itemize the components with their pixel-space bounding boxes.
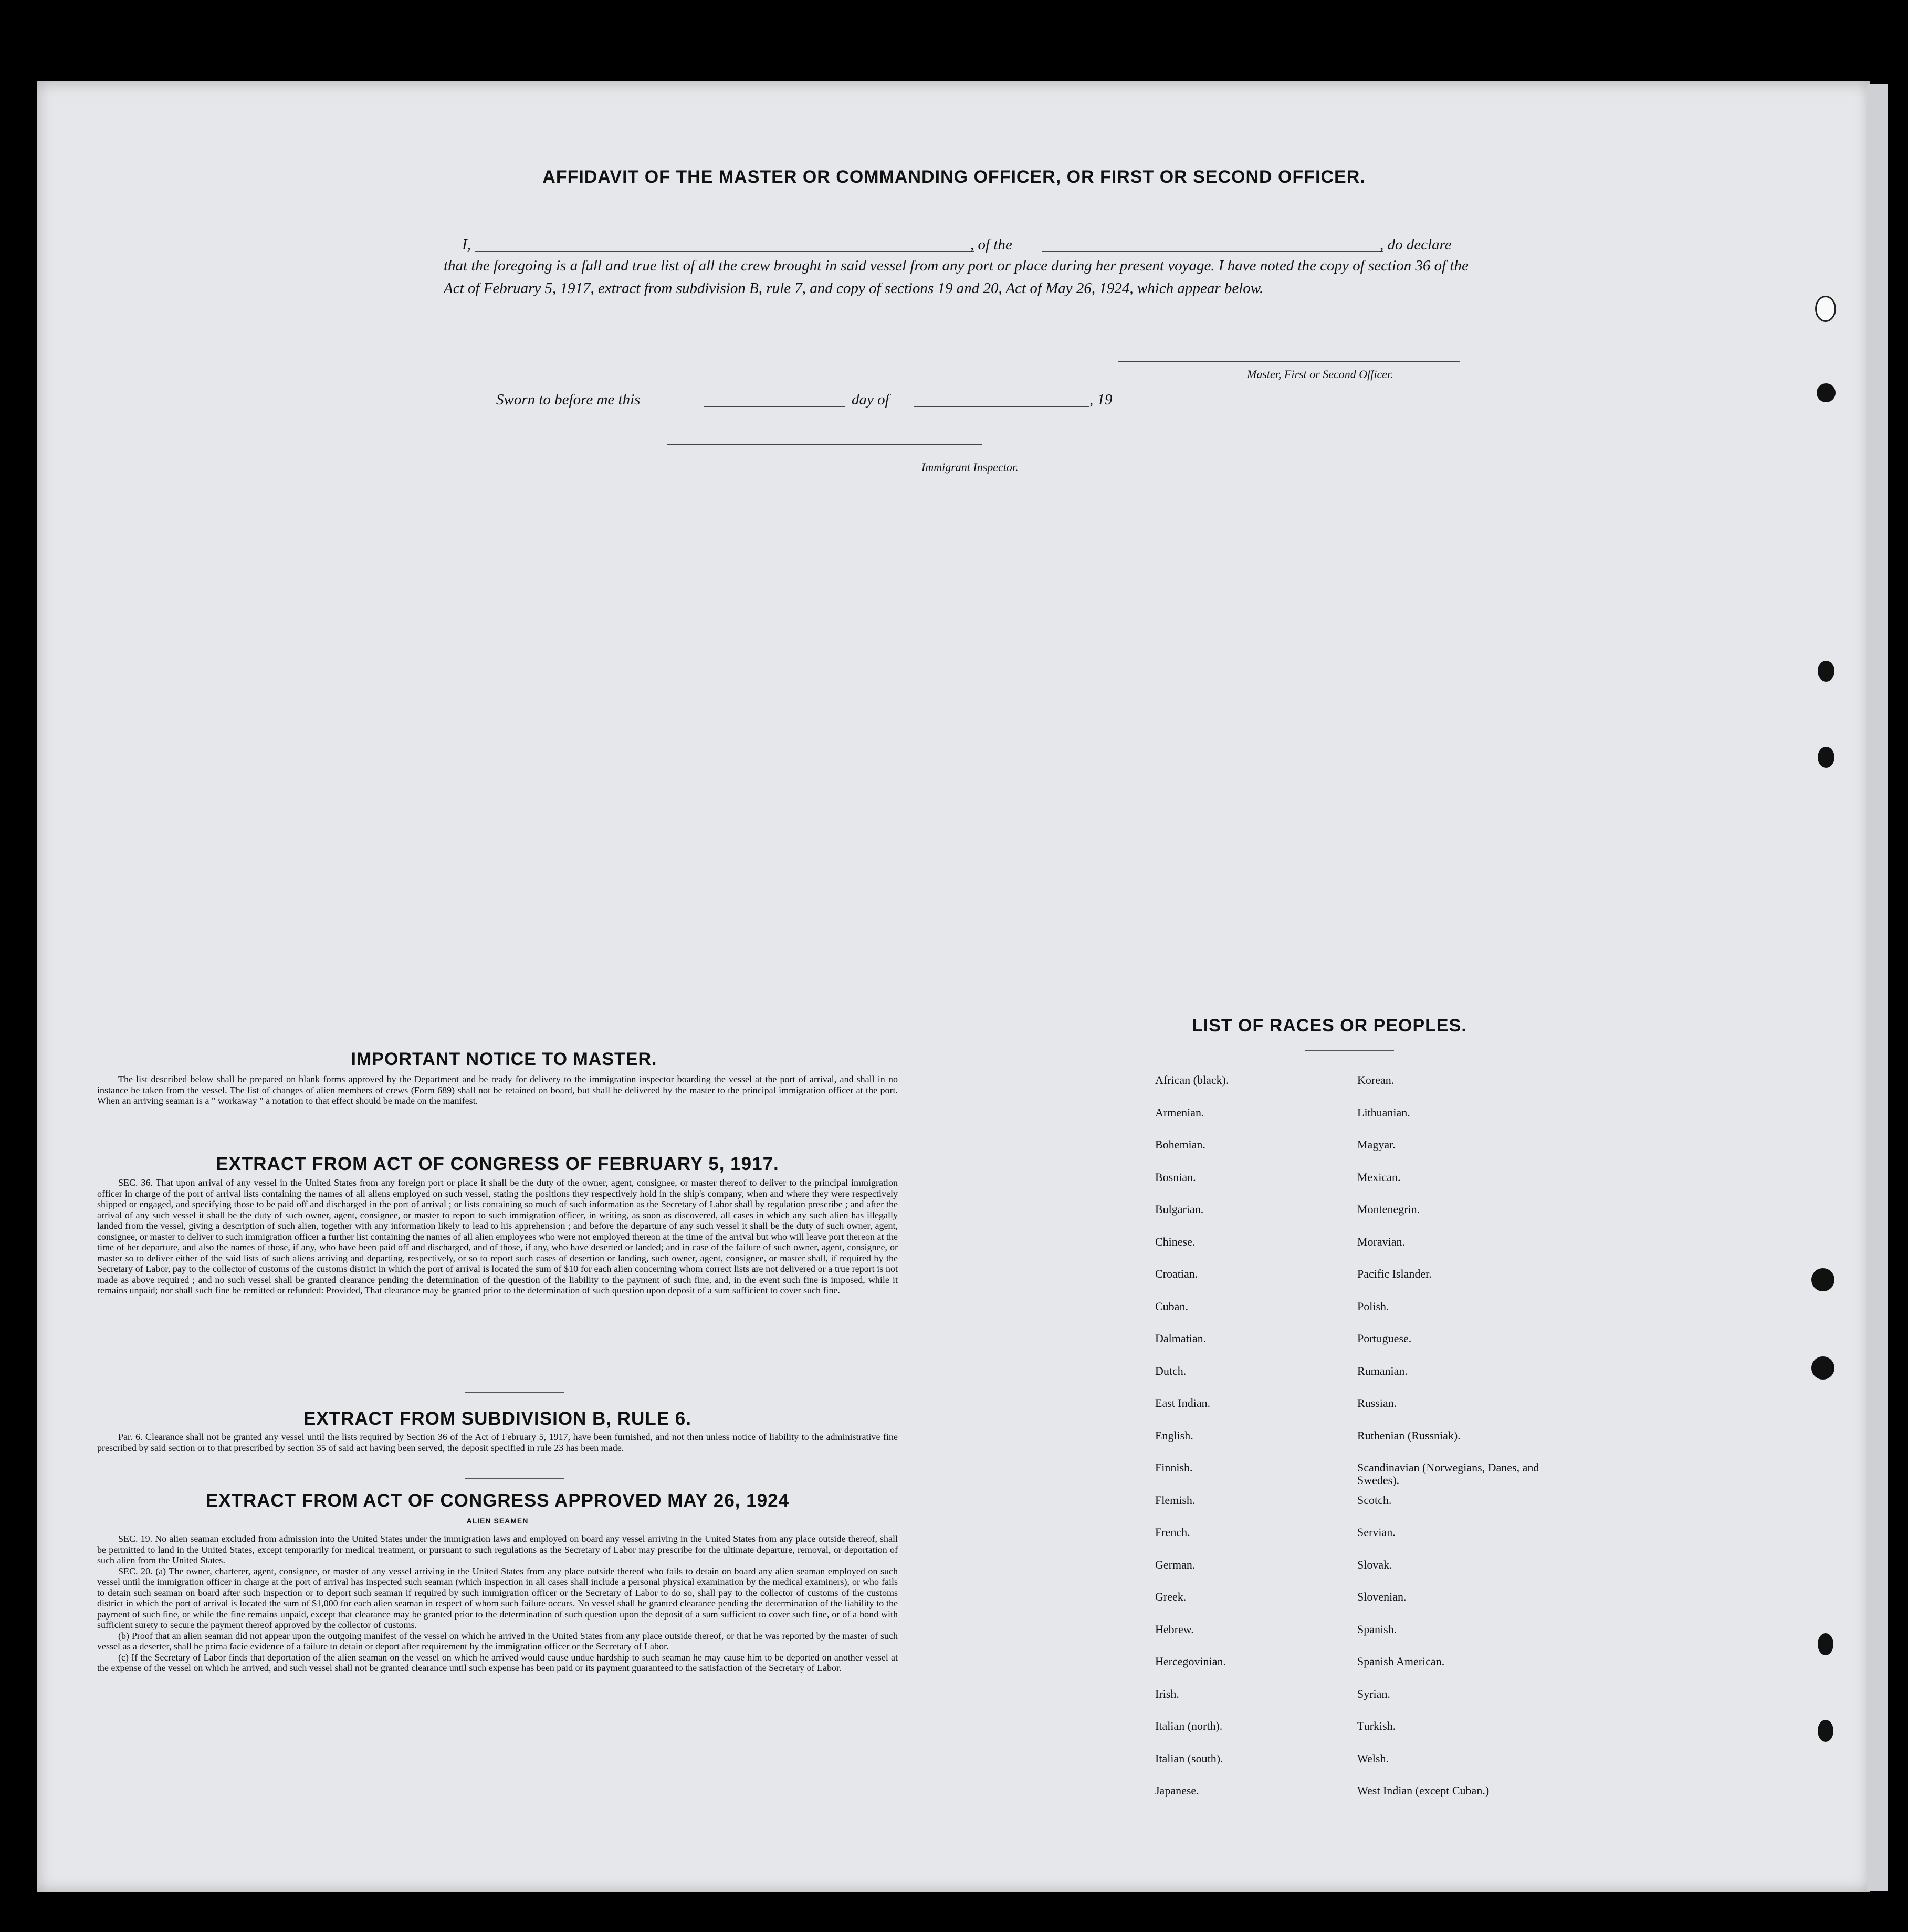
race-item: Irish. [1155, 1687, 1179, 1700]
race-item: Mexican. [1357, 1170, 1401, 1184]
sec20a-paragraph: SEC. 20. (a) The owner, charterer, agent, consignee, or master of any vessel arriving in the United States from any place outside thereof who fails to detain on board any alien seaman employed on such vessel until the immigration officer in charge at the port of arrival has inspected such seaman (which inspection in all cases shall include a personal physical examination by the medical examiners), or who fails to detain such seaman on board after such inspection or to deport such seaman if required by such immigration officer or the Secretary of Labor to do so, shall pay to the collector of customs of the customs district in which the port of arrival is located the sum of $1,000 for each alien seaman in respect of whom such failure occurs. No vessel shall be granted clearance pending the determination of the liability to the payment of such fine, or while the fine remains unpaid, except that clearance may be granted prior to the determination of such question upon the deposit of a sum sufficient to cover such fine, or of a bond with sufficient surety to secure the payment thereof approved by the collector of customs. [97, 1565, 898, 1630]
race-item: Russian. [1357, 1396, 1397, 1409]
race-item: Cuban. [1155, 1299, 1188, 1313]
race-item: Japanese. [1155, 1784, 1199, 1797]
punch-hole [1818, 661, 1834, 682]
races-title: LIST OF RACES OR PEOPLES. [1192, 1016, 1467, 1036]
race-item: French. [1155, 1526, 1190, 1539]
sheet-edge [1867, 84, 1888, 1891]
notice-paragraph: The list described below shall be prepared on blank forms approved by the Department and be ready for delivery to the immigration inspector boarding the vessel at the port of arrival, and shall in no instance be taken from the vessel. The list of changes of alien members of crews (Form 689) shall not be retained on board, but shall be delivered by the master to the principal immigration officer at the port. When an arriving seaman is a " workaway " a notation to that effect should be made on the manifest. [97, 1074, 898, 1106]
declaration-do-declare: , do declare [1380, 236, 1452, 253]
sworn-month-line [914, 406, 1089, 407]
race-item: Italian (south). [1155, 1751, 1223, 1765]
race-item: Italian (north). [1155, 1719, 1223, 1732]
race-item: Hebrew. [1155, 1622, 1194, 1636]
punch-hole [1818, 1720, 1833, 1742]
punch-hole [1815, 296, 1836, 322]
sec36-paragraph: SEC. 36. That upon arrival of any vessel in the United States from any foreign port or place it shall be the duty of the owner, agent, consignee, or master thereof to deliver to the principal immigration officer in charge of the port of arrival lists containing the names of all aliens employed on such vessel, stating the positions they respectively hold in the ship's company, when and where they were respectively shipped or engaged, and specifying those to be paid off and discharged in the port of arrival ; or lists containing so much of such information as the Secretary of Labor shall by regulation prescribe ; and after the arrival of any such vessel it shall be the duty of such owner, agent, consignee, or master to report to such immigration officer, in writing, as soon as discovered, all cases in which any such alien has illegally landed from the vessel, giving a description of such alien, together with any information likely to lead to his apprehension ; and before the departure of any such vessel it shall be the duty of such owner, agent, consignee, or master to deliver to such immigration officer a further list containing the names of all alien employees who were not employed thereon at the time of the arrival but who will leave port thereon at the time of her departure, and also the names of those, if any, who have been paid off and discharged, and of those, if any, who have deserted or landed; and in case of the failure of such owner, agent, consignee, or master so to deliver either of the said lists of such aliens arriving and departing, respectively, or so to report such cases of desertion or landing, such owner, agent, consignee, or master shall, if required by the Secretary of Labor, pay to the collector of customs of the customs district in which the port of arrival is located the sum of $10 for each alien concerning whom correct lists are not delivered or a true report is not made as above required ; and no such vessel shall be granted clearance pending the determination of the question of the liability to the payment of such fine, and, in the event such fine is imposed, while it remains unpaid; nor shall such fine be remitted or refunded: Provided, That clearance may be granted prior to the determination of such question upon deposit of a sum sufficient to cover such fine. [97, 1177, 898, 1296]
vessel-line [1042, 251, 1383, 252]
year-label: , 19 [1089, 391, 1113, 408]
race-item: Scandinavian (Norwegians, Danes, and Swedes). [1357, 1461, 1539, 1487]
race-item: Turkish. [1357, 1719, 1396, 1732]
race-item: African (black). [1155, 1073, 1229, 1087]
rule6-paragraph: Par. 6. Clearance shall not be granted any vessel until the lists required by Section 36 of the Act of February 5, 1917, have been furnished, and not then unless notice of liability to the administrative fine prescribed by said section or to that prescribed by section 35 of said act having been served, the deposit specified in rule 23 has been made. [97, 1432, 898, 1453]
race-item: Greek. [1155, 1590, 1187, 1603]
sec19-paragraph: SEC. 19. No alien seaman excluded from admission into the United States under the immigration laws and employed on board any vessel arriving in the United States from any place outside thereof, shall be permitted to land in the United States, except temporarily for medical treatment, or pursuant to such regulations as the Secretary of Labor may prescribe for the ultimate departure, removal, or deportation of such alien from the United States. [97, 1533, 898, 1565]
race-item: Slovenian. [1357, 1590, 1407, 1603]
race-item: Dalmatian. [1155, 1332, 1207, 1345]
extract-rule6-title: EXTRACT FROM SUBDIVISION B, RULE 6. [303, 1408, 691, 1429]
race-item: Rumanian. [1357, 1364, 1408, 1377]
race-item: German. [1155, 1558, 1196, 1571]
inspector-caption: Immigrant Inspector. [921, 461, 1019, 474]
punch-hole [1811, 1268, 1834, 1291]
extract-1917-title: EXTRACT FROM ACT OF CONGRESS OF FEBRUARY 5, 1917. [216, 1154, 779, 1174]
race-item: Welsh. [1357, 1751, 1389, 1765]
race-item: Bulgarian. [1155, 1203, 1204, 1216]
race-item: Dutch. [1155, 1364, 1187, 1377]
name-line [475, 251, 974, 252]
declaration-of-the: , of the [970, 236, 1012, 253]
inspector-signature-line [667, 444, 982, 445]
race-item: Portuguese. [1357, 1332, 1412, 1345]
race-item: Croatian. [1155, 1267, 1198, 1280]
race-item: Moravian. [1357, 1235, 1406, 1248]
section-divider [465, 1478, 564, 1479]
sec20b-paragraph: (b) Proof that an alien seaman did not appear upon the outgoing manifest of the vessel on which he arrived in the United States from any place outside thereof, or that he was reported by the master of such vessel as a deserter, shall be prima facie evidence of a failure to detain or deport after requirement by the immigration officer or the Secretary of Labor. [97, 1630, 898, 1652]
extract-1924-text [97, 1533, 898, 1674]
day-of-label: day of [852, 391, 889, 408]
race-item: West Indian (except Cuban.) [1357, 1784, 1490, 1797]
master-signature-line [1118, 361, 1460, 362]
master-caption: Master, First or Second Officer. [1247, 368, 1393, 381]
extract-rule6-text [97, 1432, 898, 1453]
punch-hole [1818, 747, 1834, 768]
race-item: Bosnian. [1155, 1170, 1196, 1184]
race-item: Syrian. [1357, 1687, 1390, 1700]
race-item: Flemish. [1155, 1493, 1196, 1507]
punch-hole [1817, 383, 1836, 402]
race-item: Hercegovinian. [1155, 1655, 1226, 1668]
race-item: Spanish American. [1357, 1655, 1445, 1668]
race-item: Magyar. [1357, 1138, 1396, 1151]
race-item: Spanish. [1357, 1622, 1397, 1636]
punch-hole [1811, 1356, 1834, 1380]
notice-title: IMPORTANT NOTICE TO MASTER. [351, 1049, 657, 1069]
alien-seamen-subtitle: ALIEN SEAMEN [466, 1517, 529, 1525]
punch-hole [1818, 1633, 1833, 1655]
race-item: Polish. [1357, 1299, 1389, 1313]
sec20c-paragraph: (c) If the Secretary of Labor finds that deportation of the alien seaman on the vessel on which he arrived would cause undue hardship to such seaman he may cause him to be deported on another vessel at the expense of the vessel on which he arrived, and such vessel shall not be granted clearance until such expense has been paid or its payment guaranteed to the satisfaction of the Secretary of Labor. [97, 1652, 898, 1673]
race-item: Pacific Islander. [1357, 1267, 1432, 1280]
race-item: East Indian. [1155, 1396, 1211, 1409]
race-item: Chinese. [1155, 1235, 1196, 1248]
sworn-day-line [704, 406, 845, 407]
declaration-text: that the foregoing is a full and true list of all the crew brought in said vessel from any port or place during her present voyage. I have noted the copy of section 36 of the Act of February 5, 1917, extract from subdivision B, rule 7, and copy of sections 19 and 20, Act of May 26, 1924, which appear below. [444, 257, 1469, 297]
race-item: English. [1155, 1428, 1193, 1442]
race-item: Finnish. [1155, 1461, 1193, 1474]
race-item: Lithuanian. [1357, 1105, 1410, 1119]
race-item: Armenian. [1155, 1105, 1204, 1119]
extract-1924-title: EXTRACT FROM ACT OF CONGRESS APPROVED MAY 26, 1924 [205, 1490, 790, 1511]
sworn-label: Sworn to before me this [496, 391, 641, 408]
declaration-i-label: I, [462, 236, 471, 253]
race-item: Montenegrin. [1357, 1203, 1420, 1216]
race-item: Korean. [1357, 1073, 1395, 1087]
races-divider [1305, 1050, 1394, 1051]
race-item: Servian. [1357, 1526, 1396, 1539]
race-item: Scotch. [1357, 1493, 1392, 1507]
affidavit-title: AFFIDAVIT OF THE MASTER OR COMMANDING OFFICER, OR FIRST OR SECOND OFFICER. [542, 167, 1366, 187]
race-item: Slovak. [1357, 1558, 1392, 1571]
extract-1917-text [97, 1177, 898, 1296]
notice-text [97, 1074, 898, 1106]
section-divider [465, 1392, 564, 1393]
race-item: Ruthenian (Russniak). [1357, 1428, 1461, 1442]
race-item: Bohemian. [1155, 1138, 1205, 1151]
